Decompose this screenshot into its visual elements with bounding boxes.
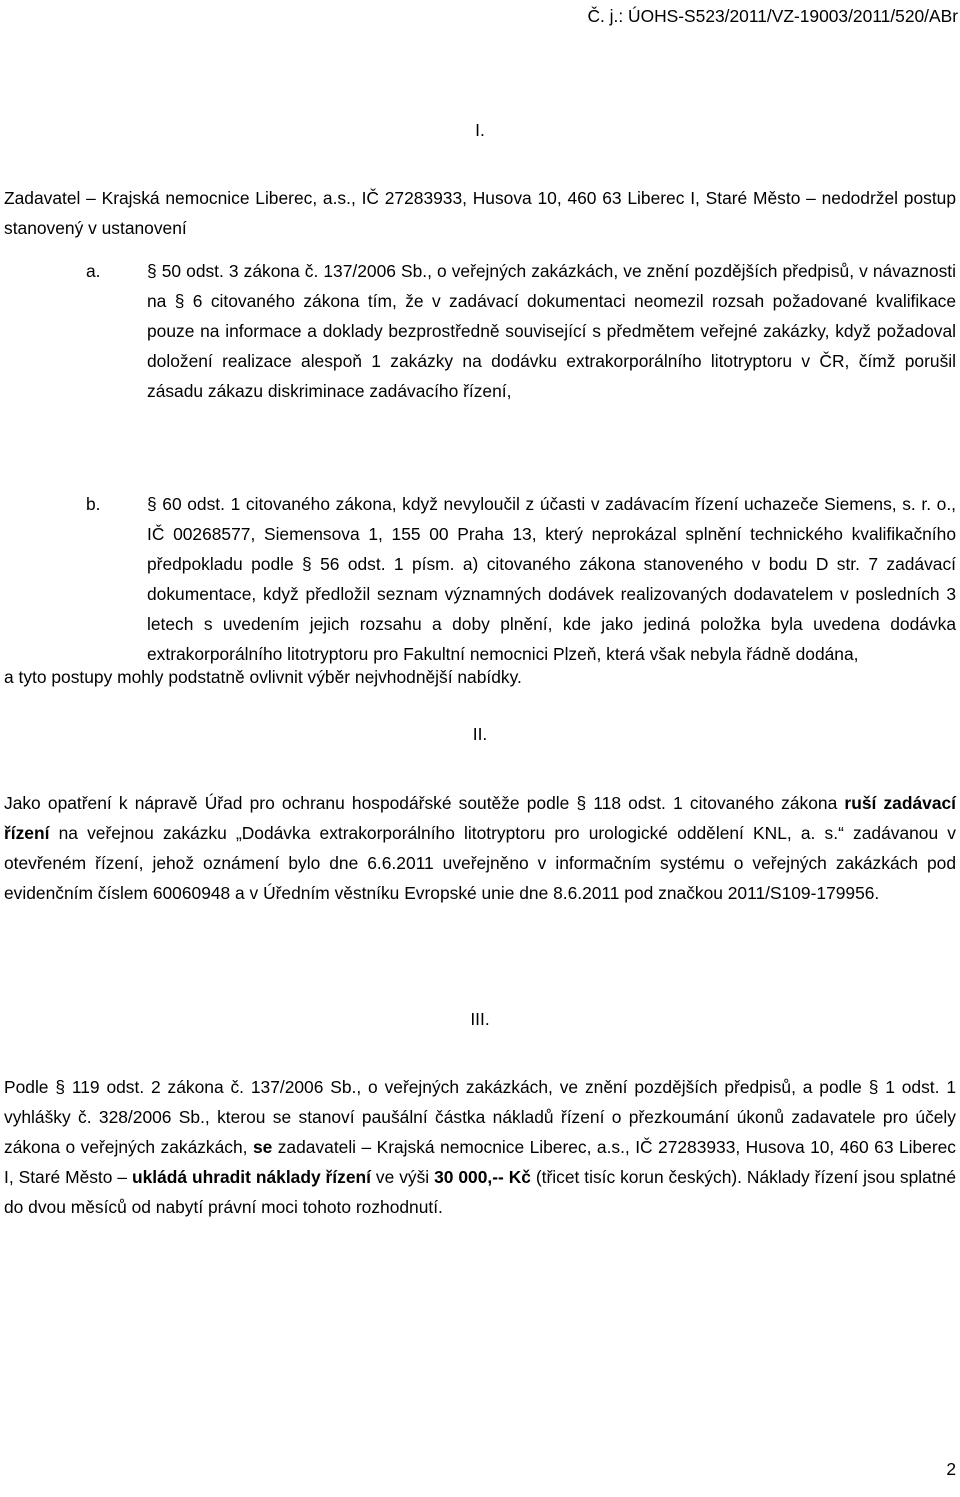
section1-conclusion: a tyto postupy mohly podstatně ovlivnit výběr nejvhodnější nabídky. (4, 667, 522, 687)
section3-part3: ve výši (370, 1167, 435, 1187)
list-item-text: § 60 odst. 1 citovaného zákona, když nevyloučil z účasti v zadávacím řízení uchazeče Siemens, s. r. o., IČ 00268577, Siemensova 1, 155 00 Praha 13, který neprokázal splnění technického kvalifikačního předpokladu podle § 56 odst. 1 písm. a) citovaného zákona stanoveného v bodu D str. 7 zadávací dokumentace, když předložil seznam významných dodávek realizovaných dodavatelem v posledních 3 letech s uvedením jejich rozsahu a doby plnění, kde jako jediná položka byla uvedena dodávka extrakorporálního litotryptoru pro Fakultní nemocnici Plzeň, která však nebyla řádně dodána, (147, 494, 956, 664)
section2-text (4, 788, 956, 908)
list-marker: b. (86, 494, 101, 514)
section3-part4: (třicet tisíc korun českých). Náklady řízení jsou splatné do dvou měsíců od nabytí právní moci tohoto rozhodnutí. (4, 1167, 956, 1217)
page-number: 2 (946, 1459, 956, 1479)
section2-bold1: ruší zadávací řízení (4, 793, 956, 843)
section3-bold3: 30 000,-- Kč (434, 1167, 531, 1187)
section2-part2: na veřejnou zakázku „Dodávka extrakorporálního litotryptoru pro urologické oddělení KNL, a. s.“ zadávanou v otevřeném řízení, jehož oznámení bylo dne 6.6.2011 uveřejněno v informačním systému o veřejných zakázkách pod evidenčním číslem 60060948 a v Úředním věstníku Evropské unie dne 8.6.2011 pod značkou 2011/S109-179956. (4, 823, 956, 903)
section3-bold2: ukládá uhradit náklady řízení (131, 1167, 371, 1187)
list-item-text: § 50 odst. 3 zákona č. 137/2006 Sb., o veřejných zakázkách, ve znění pozdějších předpisů, v návaznosti na § 6 citovaného zákona tím, že v zadávací dokumentaci neomezil rozsah požadované kvalifikace pouze na informace a doklady bezprostředně související s předmětem veřejné zakázky, když požadoval doložení realizace alespoň 1 zakázky na dodávku extrakorporálního litotryptoru v ČR, čímž porušil zásadu zákazu diskriminace zadávacího řízení, (147, 261, 956, 401)
section2-part1: Jako opatření k nápravě Úřad pro ochranu hospodářské soutěže podle § 118 odst. 1 citovaného zákona (4, 793, 845, 813)
section3-text (4, 1072, 956, 1222)
list-item-b (4, 489, 956, 669)
section3-part2: zadavateli – Krajská nemocnice Liberec, a.s., IČ 27283933, Husova 10, 460 63 Liberec I, Staré Město – (4, 1137, 956, 1187)
section1-intro: Zadavatel – Krajská nemocnice Liberec, a.s., IČ 27283933, Husova 10, 460 63 Liberec I, Staré Město – nedodržel postup stanovený v ustanovení (4, 188, 956, 238)
section-numeral-3: III. (470, 1009, 490, 1029)
list-marker: a. (86, 261, 101, 281)
section-numeral-2: II. (472, 724, 488, 744)
list-item-a (4, 256, 956, 406)
case-reference: Č. j.: ÚOHS-S523/2011/VZ-19003/2011/520/ABr (587, 6, 958, 26)
section-numeral-1: I. (475, 120, 485, 140)
section3-part1: Podle § 119 odst. 2 zákona č. 137/2006 Sb., o veřejných zakázkách, ve znění pozdějších předpisů, a podle § 1 odst. 1 vyhlášky č. 328/2006 Sb., kterou se stanoví paušální částka nákladů řízení o přezkoumání úkonů zadavatele pro účely zákona o veřejných zakázkách, (4, 1077, 956, 1157)
section3-bold1: se (252, 1137, 273, 1157)
